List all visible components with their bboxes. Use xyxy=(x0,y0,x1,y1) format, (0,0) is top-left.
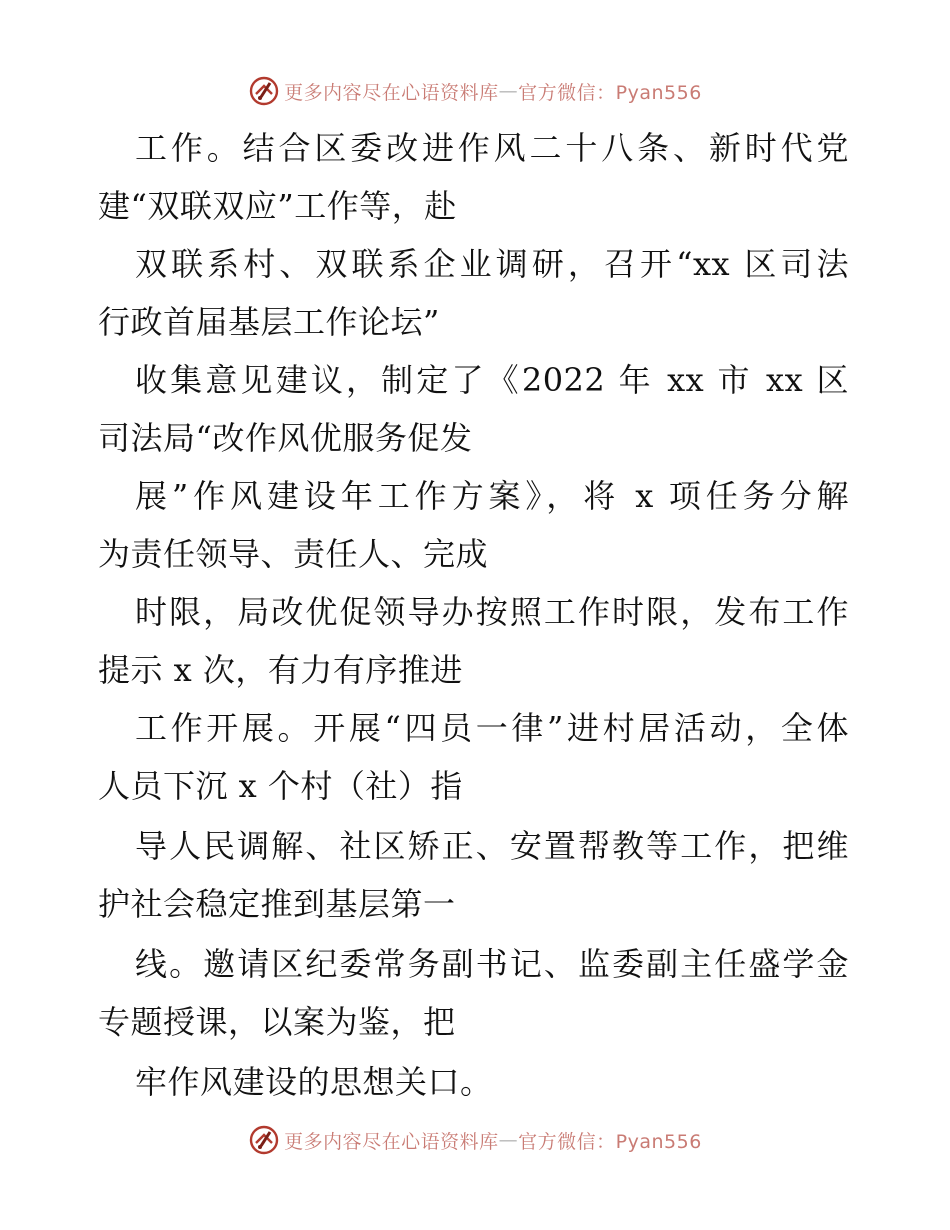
body-line: 线。邀请区纪委常务副书记、监委副主任盛学金 xyxy=(135,945,849,983)
body-line: 人员下沉 x 个村（社）指 xyxy=(98,767,463,805)
body-line: 时限，局改优促领导办按照工作时限，发布工作 xyxy=(135,593,849,631)
body-line: 行政首届基层工作论坛” xyxy=(98,303,440,341)
body-line: 牢作风建设的思想关口。 xyxy=(135,1063,493,1101)
header-banner-separator: — xyxy=(498,80,519,102)
body-line: 司法局“改作风优服务促发 xyxy=(98,419,473,457)
footer-banner xyxy=(0,1120,950,1160)
body-line: 建“双联双应”工作等，赴 xyxy=(98,187,457,225)
book-pen-logo-icon xyxy=(248,75,280,107)
body-line: 专题授课，以案为鉴，把 xyxy=(98,1003,456,1041)
footer-banner-separator: — xyxy=(498,1129,519,1151)
header-banner xyxy=(0,71,950,111)
body-line: 展”作风建设年工作方案》，将 x 项任务分解 xyxy=(135,477,849,515)
body-line: 导人民调解、社区矫正、安置帮教等工作，把维 xyxy=(135,827,849,865)
body-line: 工作。结合区委改进作风二十八条、新时代党 xyxy=(135,129,849,167)
body-line: 为责任领导、责任人、完成 xyxy=(98,535,489,573)
footer-banner-text: 更多内容尽在心语资料库 xyxy=(284,1130,499,1153)
body-line: 工作开展。开展“四员一律”进村居活动，全体 xyxy=(135,709,849,747)
book-pen-logo-icon xyxy=(248,1124,280,1156)
body-line: 双联系村、双联系企业调研，召开“xx 区司法 xyxy=(135,245,849,283)
body-line: 收集意见建议，制定了《2022 年 xx 市 xx 区 xyxy=(135,361,849,399)
header-banner-wechat: 官方微信：Pyan556 xyxy=(518,81,702,104)
footer-banner-wechat: 官方微信：Pyan556 xyxy=(518,1130,702,1153)
body-line: 提示 x 次，有力有序推进 xyxy=(98,651,463,689)
header-banner-text: 更多内容尽在心语资料库 xyxy=(284,81,499,104)
body-line: 护社会稳定推到基层第一 xyxy=(98,885,456,923)
